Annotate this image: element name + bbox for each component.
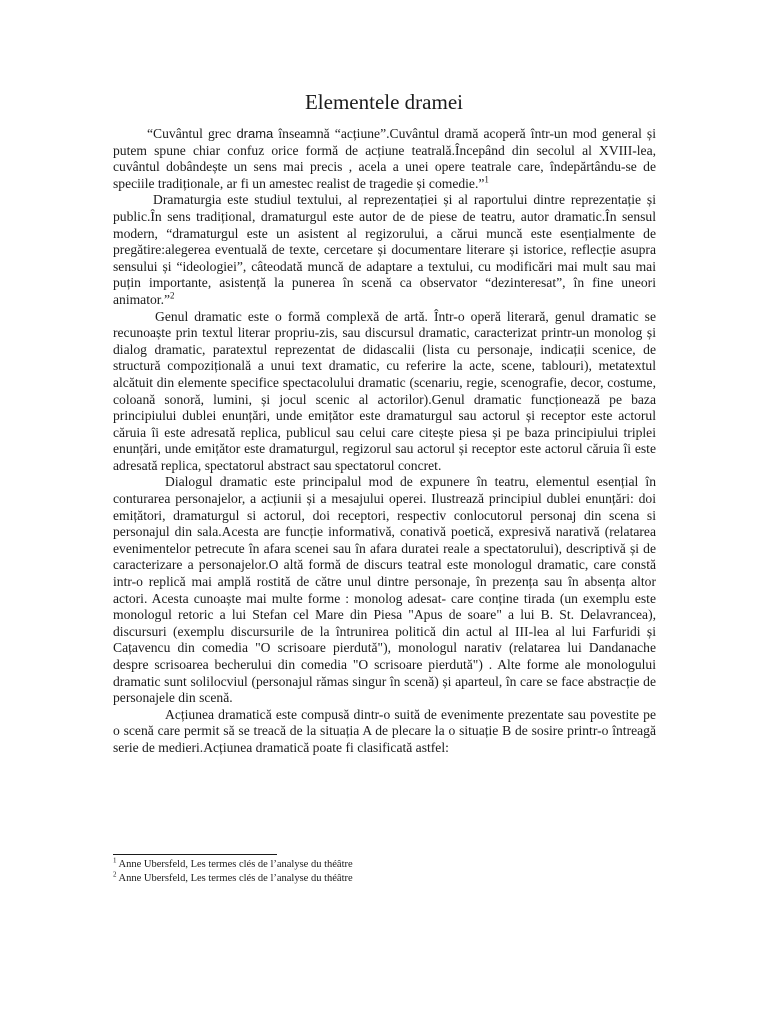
footnote-ref-2[interactable]: 2 (170, 290, 175, 301)
footnote-ref-1[interactable]: 1 (484, 174, 489, 185)
paragraph-2 (113, 192, 656, 308)
paragraph-5: Acțiunea dramatică este compusă dintr-o suită de evenimente prezentate sau povestite pe o scenă care permit să se treacă de la situația A de plecare la o situație B de sosire printr-o întreagă serie de medieri.Acțiunea dramatică poate fi clasificată astfel: (113, 706, 656, 755)
paragraph-1-rest: înseamnă “acțiune”.Cuvântul dramă acoperă într-un mod general și putem spune chiar confuz orice formă de acțiune teatrală.Începând din secolul al XVIII-lea, cuvântul dobândește un sens mai precis , acela a unei opere teatrale care, îndepărtându-se de speciile tradiționale, ar fi un amestec realist de tragedie și comedie.” (113, 126, 656, 191)
paragraph-2-text: Dramaturgia este studiul textului, al reprezentației și al raportului dintre reprezentație și public.În sens tradițional, dramaturgul este autor de de piese de teatru, autor dramatic.În sensul modern, “dramaturgul este un asistent al regizorului, a cărui muncă este esențialmente de pregătire:alegerea eventuală de texte, cercetare și documentare literare și istorice, reflecție asupra sensului și “ideologiei”, câteodată muncă de adaptare a textului, cu modificări mai mult sau mai puțin importante, asistență la punerea în scenă ca observator “dezinteresat”, în fine uneori animator.” (113, 192, 656, 307)
footnote-text: Anne Ubersfeld, Les termes clés de l’analyse du théâtre (118, 873, 353, 884)
document-body (113, 126, 656, 757)
footnotes (113, 858, 656, 886)
paragraph-4: Dialogul dramatic este principalul mod de expunere în teatru, elementul esențial în conturarea personajelor, a acțiunii și a mesajului operei. Ilustrează principiul dublei enunțări: doi emițători, dramaturgul si actorul, doi receptori, respectiv conlocutorul personaj din scena si personajul din sala.Acesta are funcție informativă, conativă poetică, expresivă narativă (relatarea evenimentelor petrecute în afara scenei sau în afara duratei reale a spectatorului), descriptivă și de caracterizare a personajelor.O altă formă de discurs teatral este monologul dramatic, care constă intr-o replică mai amplă rostită de către unul dintre personaje, în prezența sau în absența altor actori. Acesta cunoaște mai multe forme : monolog adesat- care conține tirada (un exemplu este monologul retoric a lui Stefan cel Mare din Piesa "Apus de soare" a lui B. St. Delavrancea), discursuri (exemplu discursurile de la întrunirea politică din actul al III-lea al lui Farfuridi și Cațavencu din comedia "O scrisoare pierdută"), monologul narativ (relatarea lui Dandanache despre scrisoarea becherului din comedia "O scrisoare pierdută") . Alte forme ale monologului dramatic sunt solilocviul (personajul rămas singur în scenă) și aparteul, în care se face abstracție de personajele din scenă. (113, 474, 656, 706)
footnote-1 (113, 858, 656, 872)
paragraph-1-open: “Cuvântul grec (147, 126, 237, 141)
paragraph-1 (113, 126, 656, 192)
footnote-number: 1 (113, 856, 117, 865)
paragraph-3: Genul dramatic este o formă complexă de artă. Într-o operă literară, genul dramatic se recunoaște prin textul literar propriu-zis, sau discursul dramatic, caracterizat printr-un monolog și dialog dramatic, paratextul reprezentat de didascalii (lista cu personaje, indicații scenice, de structură compozițională a unui text dramatic, cu referire la acte, scene, tablouri), metatextul alcătuit din elemente specifice spectacolului dramatic (scenariu, regie, scenografie, decor, costume, coloană sonoră, lumini, și jocul scenic al actorilor).Genul dramatic funcționează pe baza principiului dublei enunțări, unde emițător este dramaturgul sau actorul și receptor este actorul căruia îi este adresată replica, publicul sau celui care citește piesa și pe baza principiului triplei enunțări, unde emițător este dramaturgul, regizorul sau actorul și receptor este actorul căruia îi este adresată replica, spectatorul abstract sau spectatorul concret. (113, 308, 656, 473)
paragraph-1-term: drama (236, 126, 274, 141)
footnote-number: 2 (113, 870, 117, 879)
footnote-2 (113, 872, 656, 886)
footnote-separator (113, 854, 277, 855)
page-title: Elementele dramei (304, 90, 463, 114)
footnote-text: Anne Ubersfeld, Les termes clés de l’analyse du théâtre (118, 859, 353, 870)
